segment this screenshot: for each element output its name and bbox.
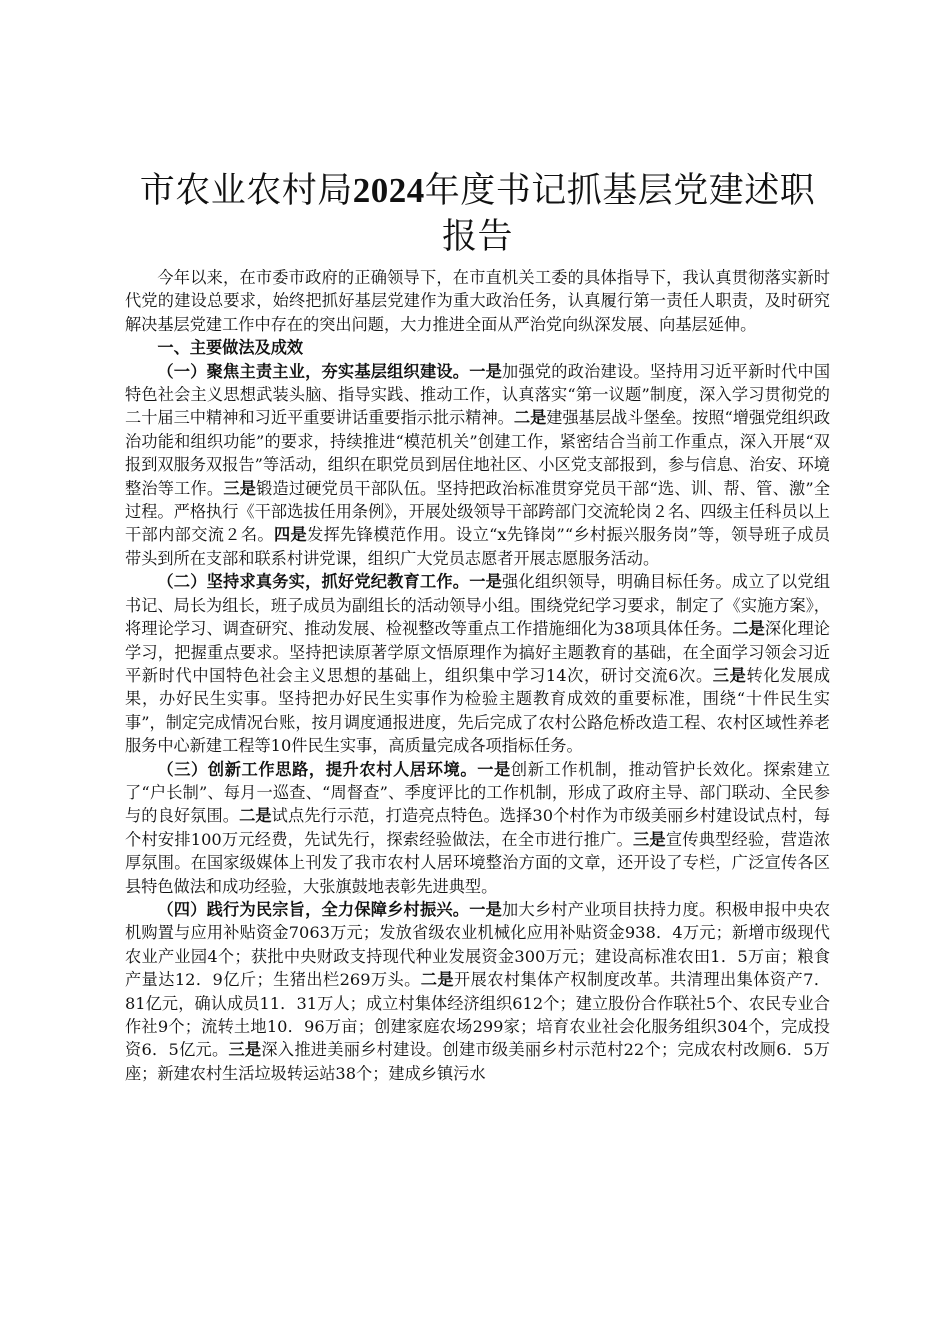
body-text: 建强基层战斗堡垒。按照“增强党组织政治功能和组织功能”的要求，持续推进“模范机关”创建工作，紧密结合当前工作重点，深入开展“双报到双服务双报告”等活动，组织在职党员到居住地社区、小区党支部报到，参与信息、治安、环境整治等工作。 [125,408,831,498]
keyword: 三是 [228,1040,262,1060]
keyword: 二是 [732,619,765,639]
body-text: 锻造过硬党员干部队伍。坚持把政治标准贯穿党员干部“选、训、帮、管、激”全过程。严格执行《干部选拔任用条例》，开展处级领导干部跨部门交流轮岗２名、四级主任科员以上干部内部交流２名。 [125,478,831,545]
title-year: 2024 [352,171,425,210]
body-text: 深入推进美丽乡村建设。创建市级美丽乡村示范村22个；完成农村改厕6．5万座；新建农村生活垃圾转运站38个；建成乡镇污水 [125,1040,830,1083]
body-text: 创新工作机制，推动管护长效化。探索建立了“户长制”、每月一巡查、“周督查”、季度评比的工作机制，形成了政府主导、部门联动、全民参与的良好氛围。 [125,759,831,826]
keyword: 一是 [469,572,503,592]
keyword: 二是 [239,806,272,826]
paragraph-1-lead: （一）聚焦主责主业，夯实基层组织建设。 [157,361,470,381]
keyword: 一是 [469,361,503,381]
keyword: 一是 [477,759,511,779]
keyword: 二是 [513,408,547,428]
keyword: 四是 [273,525,308,545]
keyword: 三是 [712,665,747,685]
paragraph-3-lead: （三）创新工作思路，提升农村人居环境。 [157,759,478,779]
body-text: 宣传典型经验，营造浓厚氛围。在国家级媒体上刊发了我市农村人居环境整治方面的文章，还开设了专栏，广泛宣传各区县特色做法和成功经验，大张旗鼓地表彰先进典型。 [125,829,831,896]
paragraph-1 [125,360,830,571]
keyword: 三是 [223,478,257,498]
section-heading: 一、主要做法及成效 [157,338,304,358]
document-page [125,168,830,1085]
keyword: 三是 [632,829,666,849]
keyword: 二是 [420,970,455,990]
title-text-post: 年度书记抓基层党建述职报告 [424,171,816,257]
paragraph-4 [125,898,830,1085]
paragraph-2 [125,570,830,757]
paragraph-3 [125,758,830,898]
body-text: 转化发展成果，办好民生实事。坚持把办好民生实事作为检验主题教育成效的重要标准，围绕“十件民生实事”，制定完成情况台账，按月调度通报进度，先后完成了农村公路危桥改造工程、农村区域性养老服务中心新建工程等10件民生实事，高质量完成各项指标任务。 [125,665,831,756]
paragraph-4-lead: （四）践行为民宗旨，全力保障乡村振兴。 [157,899,470,919]
body-text: 开展农村集体产权制度改革。共清理出集体资产7．81亿元，确认成员11．31万人；成立村集体经济组织612个；建立股份合作联社5个、农民专业合作社9个；流转土地10．96万亩；创建家庭农场299家；培育农业社会化服务组织304个，完成投资6．5亿元。 [125,970,831,1060]
body-text: 发挥先锋模范作用。设立“x先锋岗”“乡村振兴服务岗”等，领导班子成员带头到所在支部和联系村讲党课，组织广大党员志愿者开展志愿服务活动。 [125,525,831,568]
document-title [125,168,830,260]
keyword: 一是 [469,899,503,919]
title-text-pre: 市农业农村局 [139,171,353,211]
body-text: 加大乡村产业项目扶持力度。积极申报中央农机购置与应用补贴资金7063万元；发放省级农业机械化应用补贴资金938．4万元；新增市级现代农业产业园4个；获批中央财政支持现代种业发展资金300万元；建设高标准农田1．5万亩；粮食产量达12．9亿斤；生猪出栏269万头。 [125,899,831,990]
intro-paragraph: 今年以来，在市委市政府的正确领导下，在市直机关工委的具体指导下，我认真贯彻落实新时代党的建设总要求，始终把抓好基层党建作为重大政治任务，认真履行第一责任人职责，及时研究解决基层党建工作中存在的突出问题，大力推进全面从严治党向纵深发展、向基层延伸。 [125,268,830,334]
body-text: 试点先行示范，打造亮点特色。选择30个村作为市级美丽乡村建设试点村，每个村安排100万元经费，先试先行，探索经验做法，在全市进行推广。 [125,806,831,849]
body-text: 强化组织领导，明确目标任务。成立了以党组书记、局长为组长，班子成员为副组长的活动领导小组。围绕党纪学习要求，制定了《实施方案》，将理论学习、调查研究、推动发展、检视整改等重点工作措施细化为38项具体任务。 [125,572,831,639]
paragraph-2-lead: （二）坚持求真务实，抓好党纪教育工作。 [157,572,470,592]
body-text: 加强党的政治建设。坚持用习近平新时代中国特色社会主义思想武装头脑、指导实践、推动工作，认真落实“第一议题”制度，深入学习贯彻党的二十届三中精神和习近平重要讲话重要指示批示精神。 [125,361,831,428]
body-text: 深化理论学习，把握重点要求。坚持把读原著学原文悟原理作为搞好主题教育的基础，在全面学习领会习近平新时代中国特色社会主义思想的基础上，组织集中学习14次，研讨交流6次。 [125,619,830,685]
